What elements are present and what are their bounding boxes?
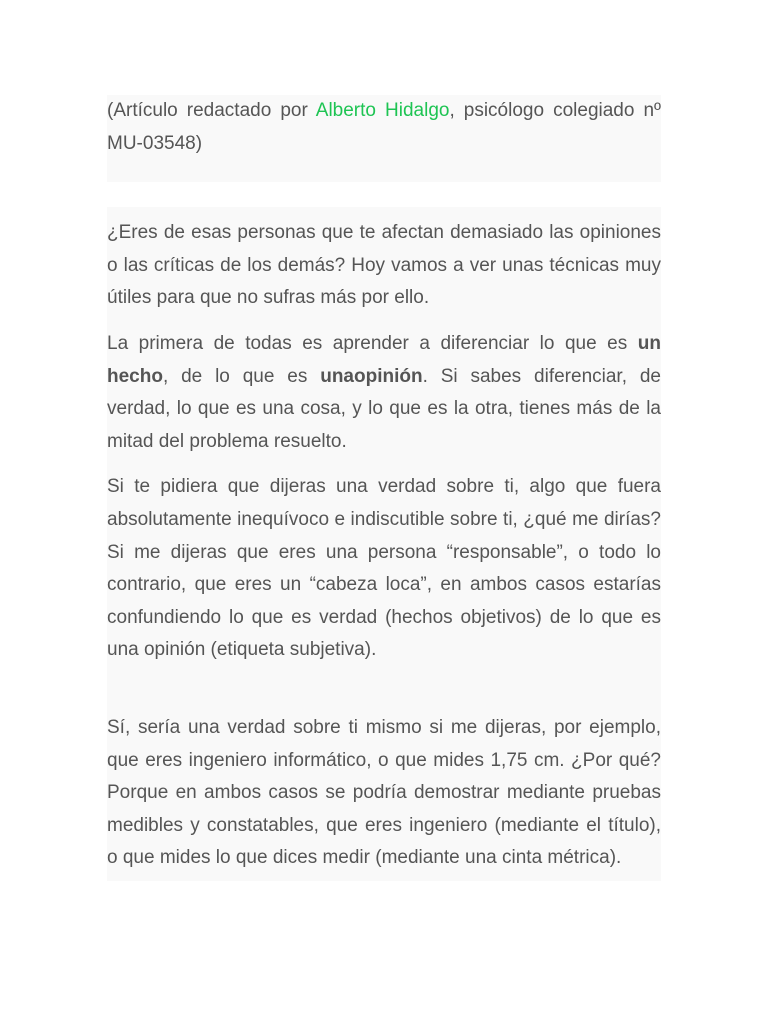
paragraph-text: . Si sabes diferenciar, de verdad, lo que es una cosa, y lo que es la otra, tienes más de la mitad del problema resuelto.	[107, 365, 661, 452]
paragraph-text: , de lo que es	[162, 365, 321, 387]
article	[107, 95, 661, 881]
article-byline	[107, 95, 661, 182]
paragraph-truth-example: Sí, sería una verdad sobre ti mismo si me dijeras, por ejemplo, que eres ingeniero informático, o que mides 1,75 cm. ¿Por qué? Porque en ambos casos se podría demostrar mediante pruebas medibles y constatables, que eres ingeniero (mediante el título), o que mides lo que dices medir (mediante una cinta métrica).	[107, 716, 661, 869]
article-body	[107, 207, 661, 881]
bold-term-opinion: unaopinión	[320, 365, 423, 387]
paragraph-text: La primera de todas es aprender a diferenciar lo que es	[107, 332, 638, 354]
paragraph-fact-vs-opinion	[107, 328, 661, 458]
bold-term-fact: un hecho	[107, 332, 661, 387]
author-link[interactable]: Alberto Hidalgo	[315, 100, 450, 121]
byline-suffix: , psicólogo colegiado nº MU-03548)	[107, 100, 661, 154]
paragraph-truth-question: Si te pidiera que dijeras una verdad sobre ti, algo que fuera absolutamente inequívoco e indiscutible sobre ti, ¿qué me dirías? Si me dijeras que eres una persona “responsable”, o todo lo contrario, que eres un “cabeza loca”, en ambos casos estarías confundiendo lo que es verdad (hechos objetivos) de lo que es una opinión (etiqueta subjetiva).	[107, 476, 661, 661]
paragraph-intro: ¿Eres de esas personas que te afectan demasiado las opiniones o las críticas de los demás? Hoy vamos a ver unas técnicas muy útiles para que no sufras más por ello.	[107, 222, 661, 309]
byline-prefix: (Artículo redactado por	[107, 100, 316, 121]
spacer	[107, 182, 661, 207]
